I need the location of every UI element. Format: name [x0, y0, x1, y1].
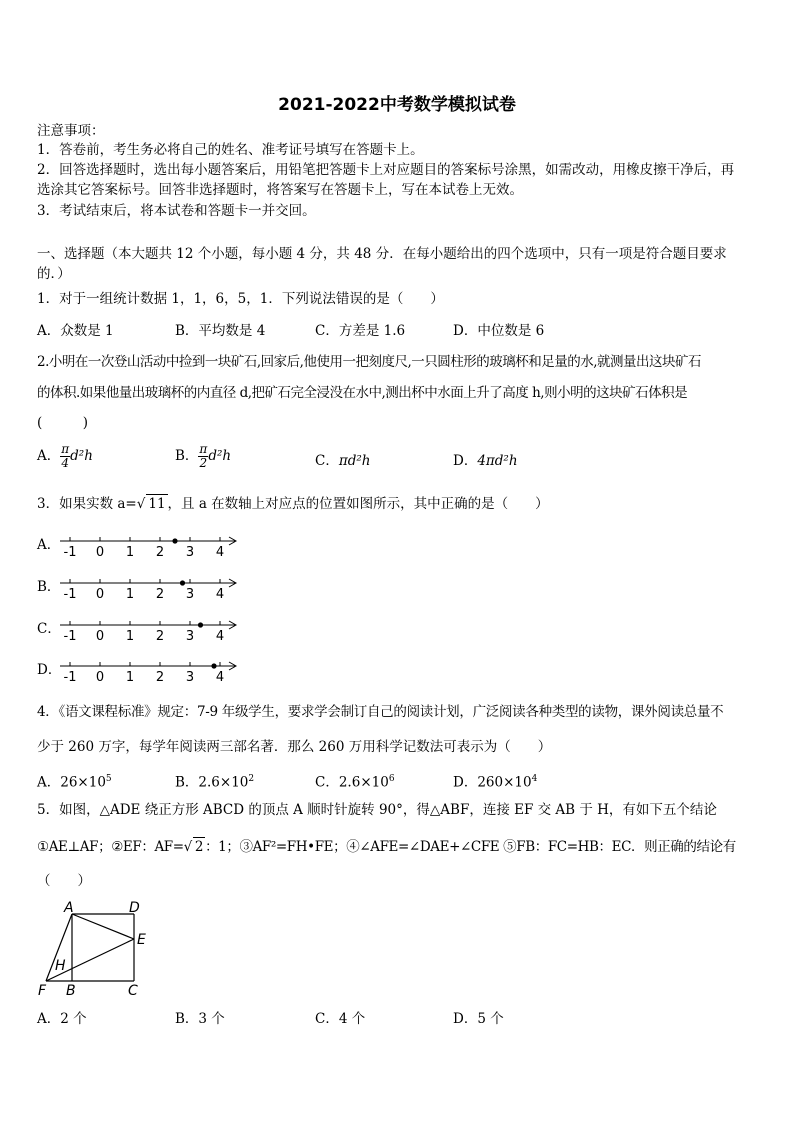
q4-option-a: A．$26\times 10^5$	[37, 774, 112, 791]
q4-option-c: C．$2.6\times 10^6$	[315, 774, 395, 791]
tick-label: 3	[185, 629, 195, 644]
tick-label: 1	[125, 545, 135, 560]
point-a-marker	[198, 622, 203, 627]
notice-item: 3．考试结束后，将本试卷和答题卡一并交回。	[37, 203, 316, 219]
tick-label: 2	[155, 545, 165, 560]
question-1-stem: 1．对于一组统计数据 1，1，6，5，1．下列说法错误的是（ ）	[37, 291, 444, 307]
label-e: E	[137, 932, 146, 948]
page-title: 2021-2022中考数学模拟试卷	[278, 95, 516, 115]
label-c: C	[128, 983, 138, 999]
point-a-marker	[211, 663, 216, 668]
label-a: A	[64, 900, 74, 916]
tick-label: 3	[185, 587, 195, 602]
q1-option-d: D．中位数是 6	[453, 323, 545, 339]
tick-label: 2	[155, 670, 165, 685]
notice-item: 选涂其它答案标号。回答非选择题时，将答案写在答题卡上，写在本试卷上无效。	[37, 182, 523, 198]
q1-option-a: A．众数是 1	[37, 323, 114, 339]
question-2-blank: ( )	[37, 415, 89, 431]
notice-item: 2．回答选择题时，选出每小题答案后，用铅笔把答题卡上对应题目的答案标号涂黑，如需改动，用橡皮擦干净后，再	[37, 162, 735, 178]
tick-label: 4	[215, 670, 225, 685]
notice-item: 1．答卷前，考生务必将自己的姓名、准考证号填写在答题卡上。	[37, 142, 424, 158]
q3-option-label: B．	[37, 579, 61, 595]
q1-option-b: B．平均数是 4	[175, 323, 266, 339]
question-2-stem-cont: 的体积.如果他量出玻璃杯的内直径 d,把矿石完全浸没在水中,测出杯中水面上升了高度 h,则小明的这块矿石体积是	[37, 385, 688, 401]
tick-label: 1	[125, 629, 135, 644]
number-line	[55, 617, 245, 647]
question-5-conclusions: ①AE⊥AF；②EF：AF=√ 2 ：1；③AF²=FH•FE；④∠AFE=∠DAE+∠CFE ⑤FB：FC=HB：EC．则正确的结论有	[37, 839, 736, 855]
number-line	[55, 533, 245, 563]
segment-ae	[72, 914, 134, 939]
question-2-stem: 2.小明在一次登山活动中捡到一块矿石,回家后,他使用一把刻度尺,一只圆柱形的玻璃杯和足量的水,就测量出这块矿石	[37, 354, 702, 370]
label-h: H	[55, 958, 66, 974]
q5-option-b: B．3 个	[175, 1011, 225, 1027]
tick-label: -1	[63, 545, 77, 560]
q3-option-label: A．	[37, 537, 61, 553]
number-line	[55, 658, 245, 688]
q2-option-b: B． $\frac{\pi}{2}$ d²h	[175, 442, 232, 470]
tick-label: 2	[155, 629, 165, 644]
section-heading-cont: 的．）	[37, 266, 71, 282]
tick-label: 4	[215, 629, 225, 644]
tick-label: 0	[95, 587, 105, 602]
square-rotation-figure	[30, 898, 160, 1000]
q2-option-c: C．πd²h	[315, 453, 371, 469]
number-line	[55, 575, 245, 605]
tick-label: -1	[63, 670, 77, 685]
q4-option-d: D．$260\times 10^4$	[453, 774, 538, 791]
tick-label: 4	[215, 545, 225, 560]
label-f: F	[38, 983, 47, 999]
tick-label: 3	[185, 670, 195, 685]
tick-label: -1	[63, 629, 77, 644]
notice-heading: 注意事项：	[37, 123, 105, 139]
point-a-marker	[172, 538, 177, 543]
label-b: B	[66, 983, 76, 999]
q4-option-b: B．$2.6\times 10^2$	[175, 774, 255, 791]
question-5-blank: （ ）	[37, 873, 91, 889]
q5-option-a: A．2 个	[37, 1011, 87, 1027]
tick-label: 1	[125, 587, 135, 602]
q5-option-d: D．5 个	[453, 1011, 504, 1027]
q2-option-d: D．4πd²h	[453, 453, 518, 469]
q2-option-a: A． $\frac{\pi}{4}$ d²h	[37, 442, 93, 470]
q5-option-c: C．4 个	[315, 1011, 366, 1027]
q3-option-label: C．	[37, 621, 61, 637]
tick-label: 4	[215, 587, 225, 602]
question-4-stem: 4．《语文课程标准》规定：7-9 年级学生，要求学会制订自己的阅读计划，广泛阅读各种类型的读物，课外阅读总量不	[37, 704, 724, 720]
question-3-stem: 3．如果实数 a=√ 11 ，且 a 在数轴上对应点的位置如图所示，其中正确的是（ ）	[37, 496, 549, 512]
question-5-stem: 5．如图，△ADE 绕正方形 ABCD 的顶点 A 顺时针旋转 90°，得△ABF，连接 EF 交 AB 于 H，有如下五个结论	[37, 802, 717, 818]
q3-option-label: D．	[37, 662, 62, 678]
section-heading: 一、选择题（本大题共 12 个小题，每小题 4 分，共 48 分．在每小题给出的四个选项中，只有一项是符合题目要求	[37, 246, 727, 262]
tick-label: 3	[185, 545, 195, 560]
q1-option-c: C．方差是 1.6	[315, 323, 406, 339]
tick-label: 0	[95, 545, 105, 560]
question-4-stem-cont: 少于 260 万字，每学年阅读两三部名著．那么 260 万用科学记数法可表示为（ ）	[37, 739, 552, 755]
point-a-marker	[180, 580, 185, 585]
tick-label: 1	[125, 670, 135, 685]
label-d: D	[129, 900, 140, 916]
tick-label: -1	[63, 587, 77, 602]
tick-label: 2	[155, 587, 165, 602]
tick-label: 0	[95, 670, 105, 685]
tick-label: 0	[95, 629, 105, 644]
